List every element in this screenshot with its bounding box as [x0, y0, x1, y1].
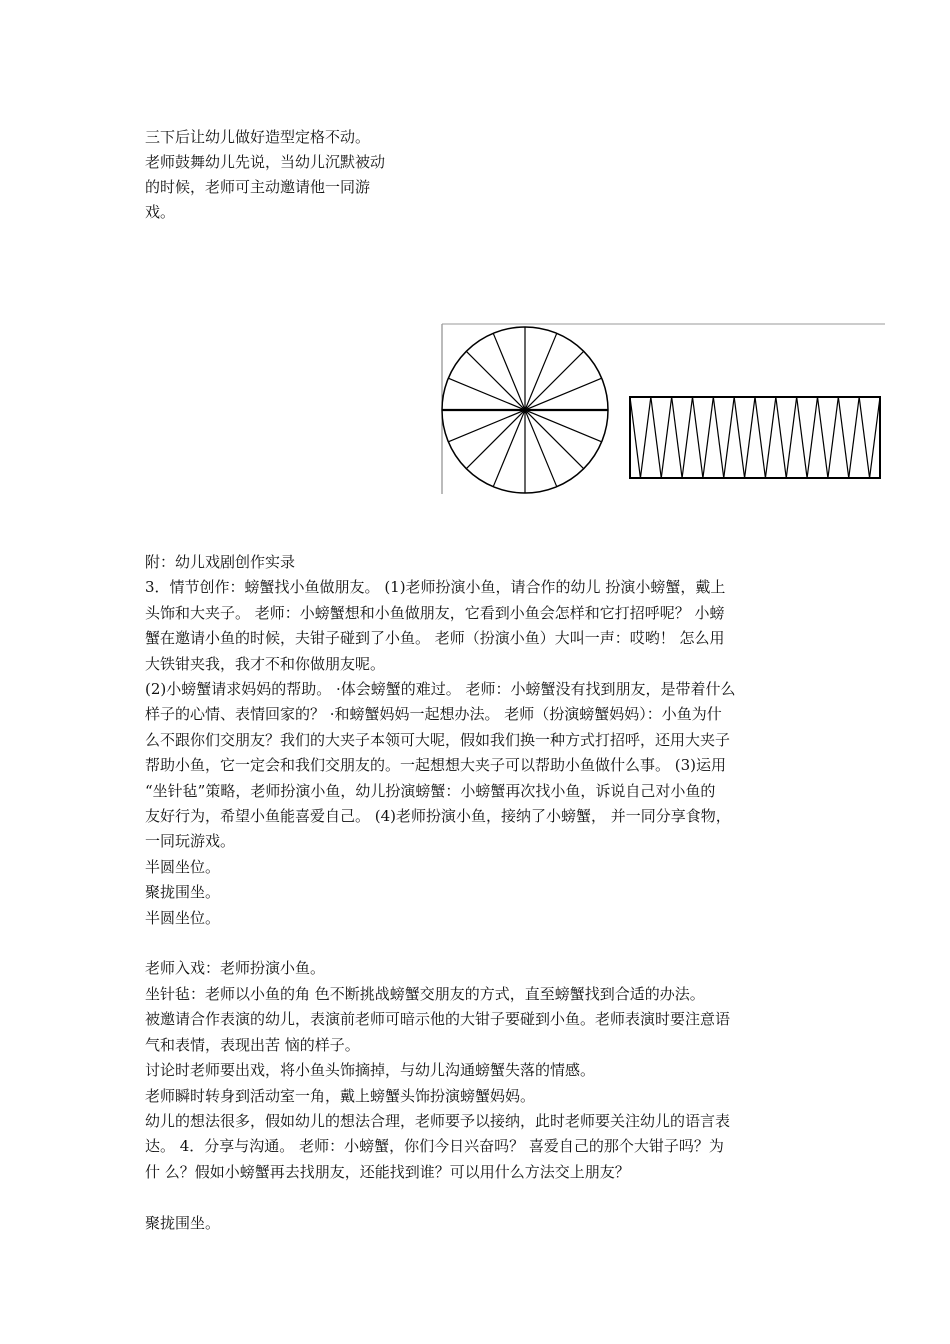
strip-zigzag-line [838, 397, 848, 478]
text-line: 样子的心情、表情回家的？ ·和螃蟹妈妈一起想办法。 老师（扮演螃蟹妈妈）：小鱼为什 [145, 705, 722, 724]
top-note-line: 老师鼓舞幼儿先说，当幼儿沉默被动 [145, 153, 386, 171]
strip-zigzag-line [818, 397, 828, 478]
strip-zigzag-line [776, 397, 786, 478]
text-line: 头饰和大夹子。 老师：小螃蟹想和小鱼做朋友，它看到小鱼会怎样和它打招呼呢？ 小螃 [145, 603, 725, 622]
blank-line [145, 1185, 815, 1210]
top-notes [145, 125, 430, 225]
text-line: 讨论时老师要出戏，将小鱼头饰摘掉，与幼儿沟通螃蟹失落的情感。 [145, 1061, 596, 1080]
sectored-circle [442, 327, 608, 493]
blank-line [145, 931, 815, 956]
strip-zigzag-line [630, 397, 640, 478]
text-line: “坐针毡”策略，老师扮演小鱼，幼儿扮演螃蟹：小螃蟹再次找小鱼，诉说自己对小鱼的 [145, 781, 716, 800]
text-line: 么不跟你们交朋友？我们的大夹子本领可大呢，假如我们换一种方式打招呼，还用大夹子 [145, 730, 731, 749]
strip-zigzag-line [765, 397, 775, 478]
strip-zigzag-line [734, 397, 744, 478]
strip-zigzag-line [640, 397, 650, 478]
diagram-svg [440, 322, 885, 497]
text-line: 半圆坐位。 [145, 908, 221, 927]
text-line: 聚拢围坐。 [145, 883, 221, 902]
strip-zigzag-line [807, 397, 817, 478]
rearranged-strip [630, 397, 880, 478]
text-line: 半圆坐位。 [145, 857, 221, 876]
strip-zigzag-line [693, 397, 703, 478]
text-line: 幼儿的想法很多，假如幼儿的想法合理，老师要予以接纳，此时老师要关注幼儿的语言表 [145, 1111, 731, 1130]
text-line: 帮助小鱼，它一定会和我们交朋友的。一起想想大夹子可以帮助小鱼做什么事。 (3)运用 [145, 756, 727, 775]
strip-zigzag-line [682, 397, 692, 478]
top-note-line: 三下后让幼儿做好造型定格不动。 [145, 128, 371, 146]
strip-outline [630, 397, 880, 478]
strip-zigzag-line [797, 397, 807, 478]
text-line: 老师入戏：老师扮演小鱼。 [145, 959, 326, 978]
text-line: 什 么？假如小螃蟹再去找朋友，还能找到谁？可以用什么方法交上朋友？ [145, 1162, 630, 1181]
text-line: 聚拢围坐。 [145, 1213, 221, 1232]
text-line: 3．情节创作：螃蟹找小鱼做朋友。 (1)老师扮演小鱼，请合作的幼儿 扮演小螃蟹，戴上 [145, 578, 726, 597]
top-note-line: 戏。 [145, 203, 176, 221]
text-line: 被邀请合作表演的幼儿，表演前老师可暗示他的大钳子要碰到小鱼。老师表演时要注意语 [145, 1010, 731, 1029]
strip-zigzag-line [859, 397, 869, 478]
strip-zigzag-line [828, 397, 838, 478]
document-body [145, 550, 815, 1236]
text-line: 附：幼儿戏剧创作实录 [145, 553, 296, 571]
strip-zigzag-line [745, 397, 755, 478]
strip-zigzag-line [703, 397, 713, 478]
text-line: (2)小螃蟹请求妈妈的帮助。 ·体会螃蟹的难过。 老师：小螃蟹没有找到朋友，是带着什么 [145, 680, 736, 699]
circle-area-diagram [440, 322, 885, 497]
text-line: 坐针毡：老师以小鱼的角 色不断挑战螃蟹交朋友的方式，直至螃蟹找到合适的办法。 [145, 984, 705, 1003]
strip-zigzag-line [713, 397, 723, 478]
strip-zigzag-line [672, 397, 682, 478]
strip-zigzag-line [870, 397, 880, 478]
strip-zigzag-line [755, 397, 765, 478]
strip-zigzag-line [651, 397, 661, 478]
text-line: 蟹在邀请小鱼的时候，夫钳子碰到了小鱼。 老师（扮演小鱼）大叫一声：哎哟！ 怎么用 [145, 629, 725, 648]
text-line: 友好行为，希望小鱼能喜爱自己。 (4)老师扮演小鱼，接纳了小螃蟹， 并一同分享食物， [145, 807, 731, 826]
strip-zigzag-line [786, 397, 796, 478]
text-line: 大铁钳夹我，我才不和你做朋友呢。 [145, 654, 386, 673]
strip-zigzag-line [724, 397, 734, 478]
strip-zigzag-line [661, 397, 671, 478]
text-line: 一同玩游戏。 [145, 832, 236, 851]
text-line: 达。 4．分享与沟通。 老师：小螃蟹，你们今日兴奋吗？ 喜爱自己的那个大钳子吗？为 [145, 1137, 724, 1156]
strip-zigzag-line [849, 397, 859, 478]
text-line: 气和表情，表现出苦 恼的样子。 [145, 1035, 360, 1054]
text-line: 老师瞬时转身到活动室一角，戴上螃蟹头饰扮演螃蟹妈妈。 [145, 1086, 536, 1105]
top-note-line: 的时候，老师可主动邀请他一同游 [145, 178, 371, 196]
